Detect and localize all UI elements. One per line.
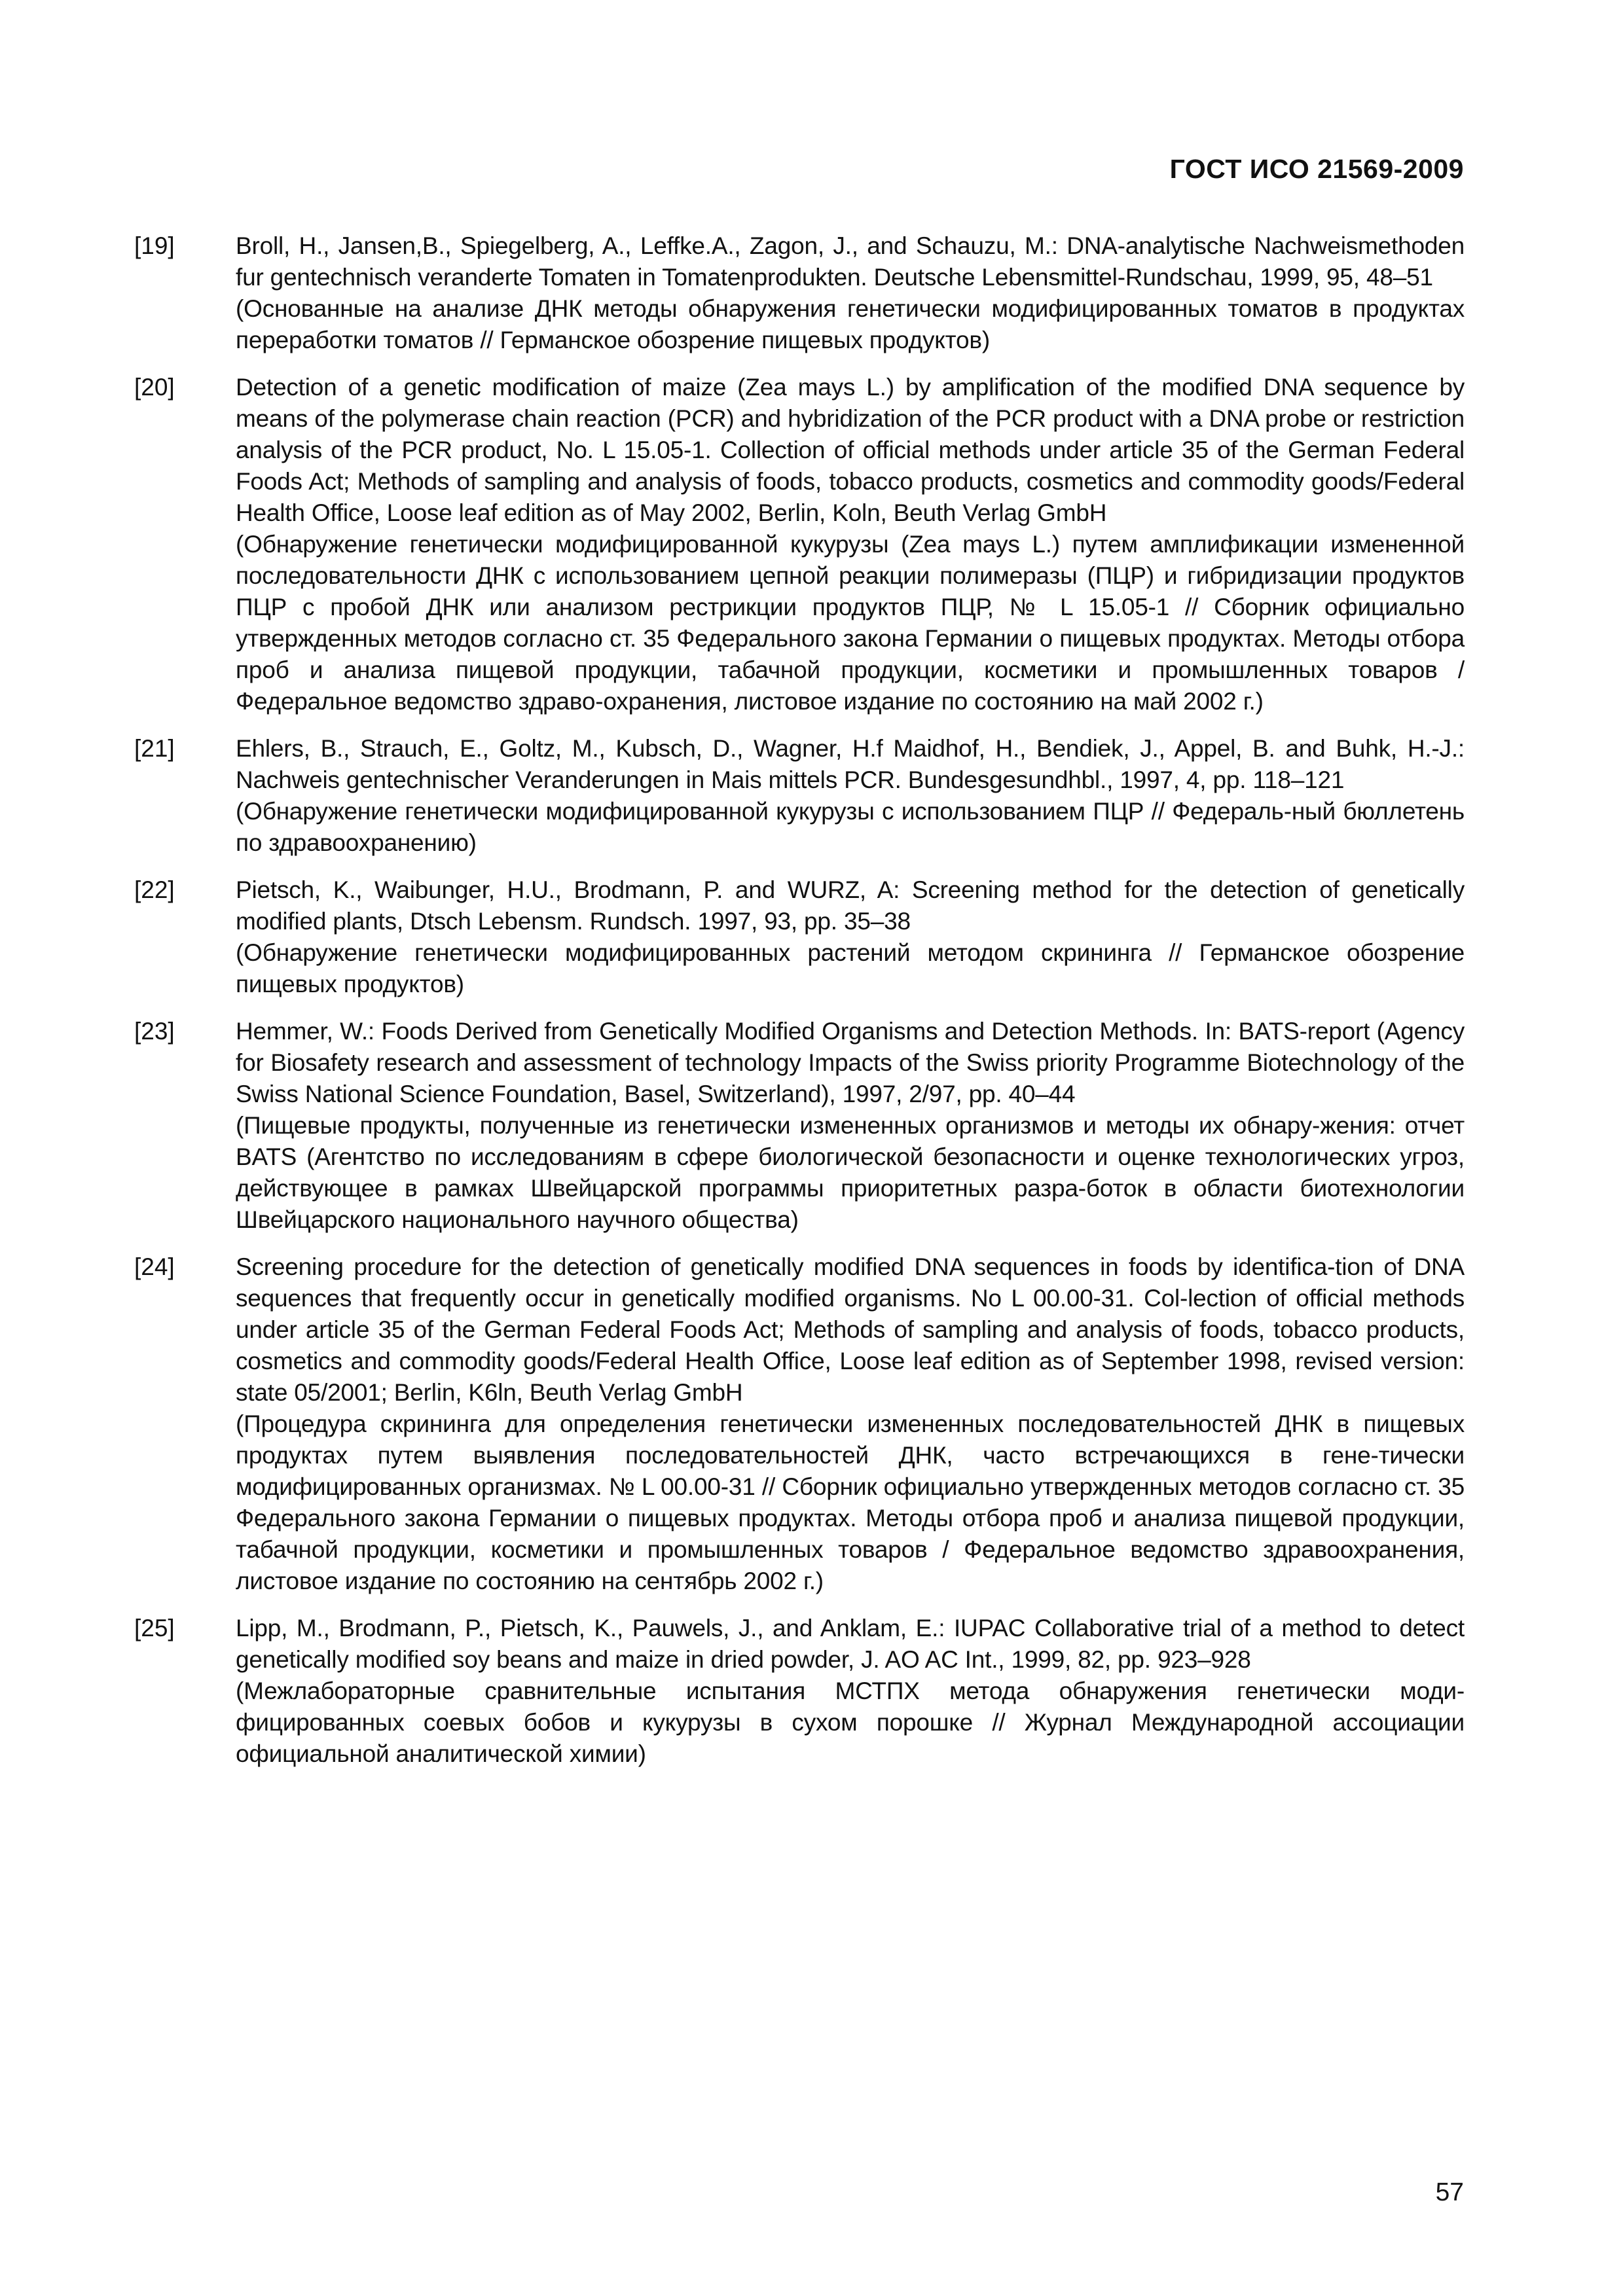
reference-number: [20] <box>134 374 175 401</box>
reference-translation: (Пищевые продукты, полученные из генетически измененных организмов и методы их обнару-жения: отчет BATS (Агентство по исследованиям в сфере биологической безопасности и оценке технологических угроз, действующее в рамках Швейцарской программы приоритетных разра-боток в области биотехнологии Швейцарского национального научного общества) <box>236 1112 1465 1233</box>
reference-text: Broll, H., Jansen,B., Spiegelberg, A., Leffke.A., Zagon, J., and Schauzu, M.: DNA-analytische Nachweismethoden fur gentechnisch veranderte Tomaten in Tomatenprodukten. Deutsche Lebensmittel-Rundschau, 1999, 95, 48–51 <box>236 232 1465 291</box>
reference-number: [24] <box>134 1253 175 1280</box>
reference-number: [21] <box>134 735 175 762</box>
reference-text: Pietsch, K., Waibunger, H.U., Brodmann, P. and WURZ, A: Screening method for the detection of genetically modified plants, Dtsch Lebensm. Rundsch. 1997, 93, pp. 35–38 <box>236 876 1465 935</box>
reference-translation: (Обнаружение генетически модифицированной кукурузы с использованием ПЦР // Федераль-ный бюллетень по здравоохранению) <box>236 798 1465 856</box>
reference-text: Detection of a genetic modification of maize (Zea mays L.) by amplification of the modified DNA sequence by means of the polymerase chain reaction (PCR) and hybridization of the PCR product with a DNA probe or restriction analysis of the PCR product, No. L 15.05-1. Collection of official methods under article 35 of the German Federal Foods Act; Methods of sampling and analysis of foods, tobacco products, cosmetics and commodity goods/Federal Health Office, Loose leaf edition as of May 2002, Berlin, Koln, Beuth Verlag GmbH <box>236 374 1465 526</box>
reference-entry-23 <box>134 1016 1465 1236</box>
reference-number: [19] <box>134 232 175 259</box>
reference-translation: (Обнаружение генетически модифицированных растений методом скрининга // Германское обозрение пищевых продуктов) <box>236 939 1465 997</box>
reference-translation: (Основанные на анализе ДНК методы обнаружения генетически модифицированных томатов в продуктах переработки томатов // Германское обозрение пищевых продуктов) <box>236 295 1465 353</box>
reference-number: [25] <box>134 1615 175 1641</box>
reference-entry-19 <box>134 230 1465 356</box>
reference-entry-21 <box>134 733 1465 859</box>
reference-entry-24 <box>134 1251 1465 1597</box>
reference-entry-25 <box>134 1613 1465 1770</box>
reference-text: Screening procedure for the detection of genetically modified DNA sequences in foods by identifica-tion of DNA sequences that frequently occur in genetically modified organisms. No L 00.00-31. Col-lection of official methods under article 35 of the German Federal Foods Act; Methods of sampling and analysis of foods, tobacco products, cosmetics and commodity goods/Federal Health Office, Loose leaf edition as of September 1998, revised version: state 05/2001; Berlin, K6ln, Beuth Verlag GmbH <box>236 1253 1465 1406</box>
reference-translation: (Обнаружение генетически модифицированной кукурузы (Zea mays L.) путем амплификации измененной последовательности ДНК с использованием цепной реакции полимеразы (ПЦР) и гибридизации продуктов ПЦР с пробой ДНК или анализом рестрикции продуктов ПЦР, № L 15.05-1 // Сборник официально утвержденных методов согласно ст. 35 Федерального закона Германии о пищевых продуктах. Методы отбора проб и анализа пищевой продукции, табачной продукции, косметики и промышленных товаров / Федеральное ведомство здраво-охранения, листовое издание по состоянию на май 2002 г.) <box>236 531 1465 715</box>
document-header-standard-code: ГОСТ ИСО 21569-2009 <box>1169 154 1464 184</box>
bibliography-list <box>134 230 1465 1785</box>
reference-translation: (Процедура скрининга для определения генетически измененных последовательностей ДНК в пищевых продуктах путем выявления последовательностей ДНК, часто встречающихся в гене-тически модифицированных организмах. № L 00.00-31 // Сборник официально утвержденных методов согласно ст. 35 Федерального закона Германии о пищевых продуктах. Методы отбора проб и анализа пищевой продукции, табачной продукции, косметики и промышленных товаров / Федеральное ведомство здравоохранения, листовое издание по состоянию на сентябрь 2002 г.) <box>236 1410 1465 1594</box>
page-number: 57 <box>1435 2178 1464 2206</box>
reference-entry-22 <box>134 874 1465 1000</box>
reference-number: [23] <box>134 1018 175 1045</box>
reference-entry-20 <box>134 372 1465 717</box>
reference-text: Lipp, M., Brodmann, P., Pietsch, K., Pauwels, J., and Anklam, E.: IUPAC Collaborative trial of a method to detect genetically modified soy beans and maize in dried powder, J. AO AC Int., 1999, 82, pp. 923–928 <box>236 1615 1465 1673</box>
reference-text: Hemmer, W.: Foods Derived from Genetically Modified Organisms and Detection Methods. In: BATS-report (Agency for Biosafety research and assessment of technology Impacts of the Swiss priority Programme Biotechnology of the Swiss National Science Foundation, Basel, Switzerland), 1997, 2/97, pp. 40–44 <box>236 1018 1465 1107</box>
reference-text: Ehlers, B., Strauch, E., Goltz, M., Kubsch, D., Wagner, H.f Maidhof, H., Bendiek, J., Appel, B. and Buhk, H.-J.: Nachweis gentechnischer Veranderungen in Mais mittels PCR. Bundesgesundhbl., 1997, 4, pp. 118–121 <box>236 735 1465 793</box>
reference-translation: (Межлабораторные сравнительные испытания МСТПХ метода обнаружения генетически моди-фицированных соевых бобов и кукурузы в сухом порошке // Журнал Международной ассоциации официальной аналитической химии) <box>236 1677 1465 1767</box>
reference-number: [22] <box>134 876 175 903</box>
